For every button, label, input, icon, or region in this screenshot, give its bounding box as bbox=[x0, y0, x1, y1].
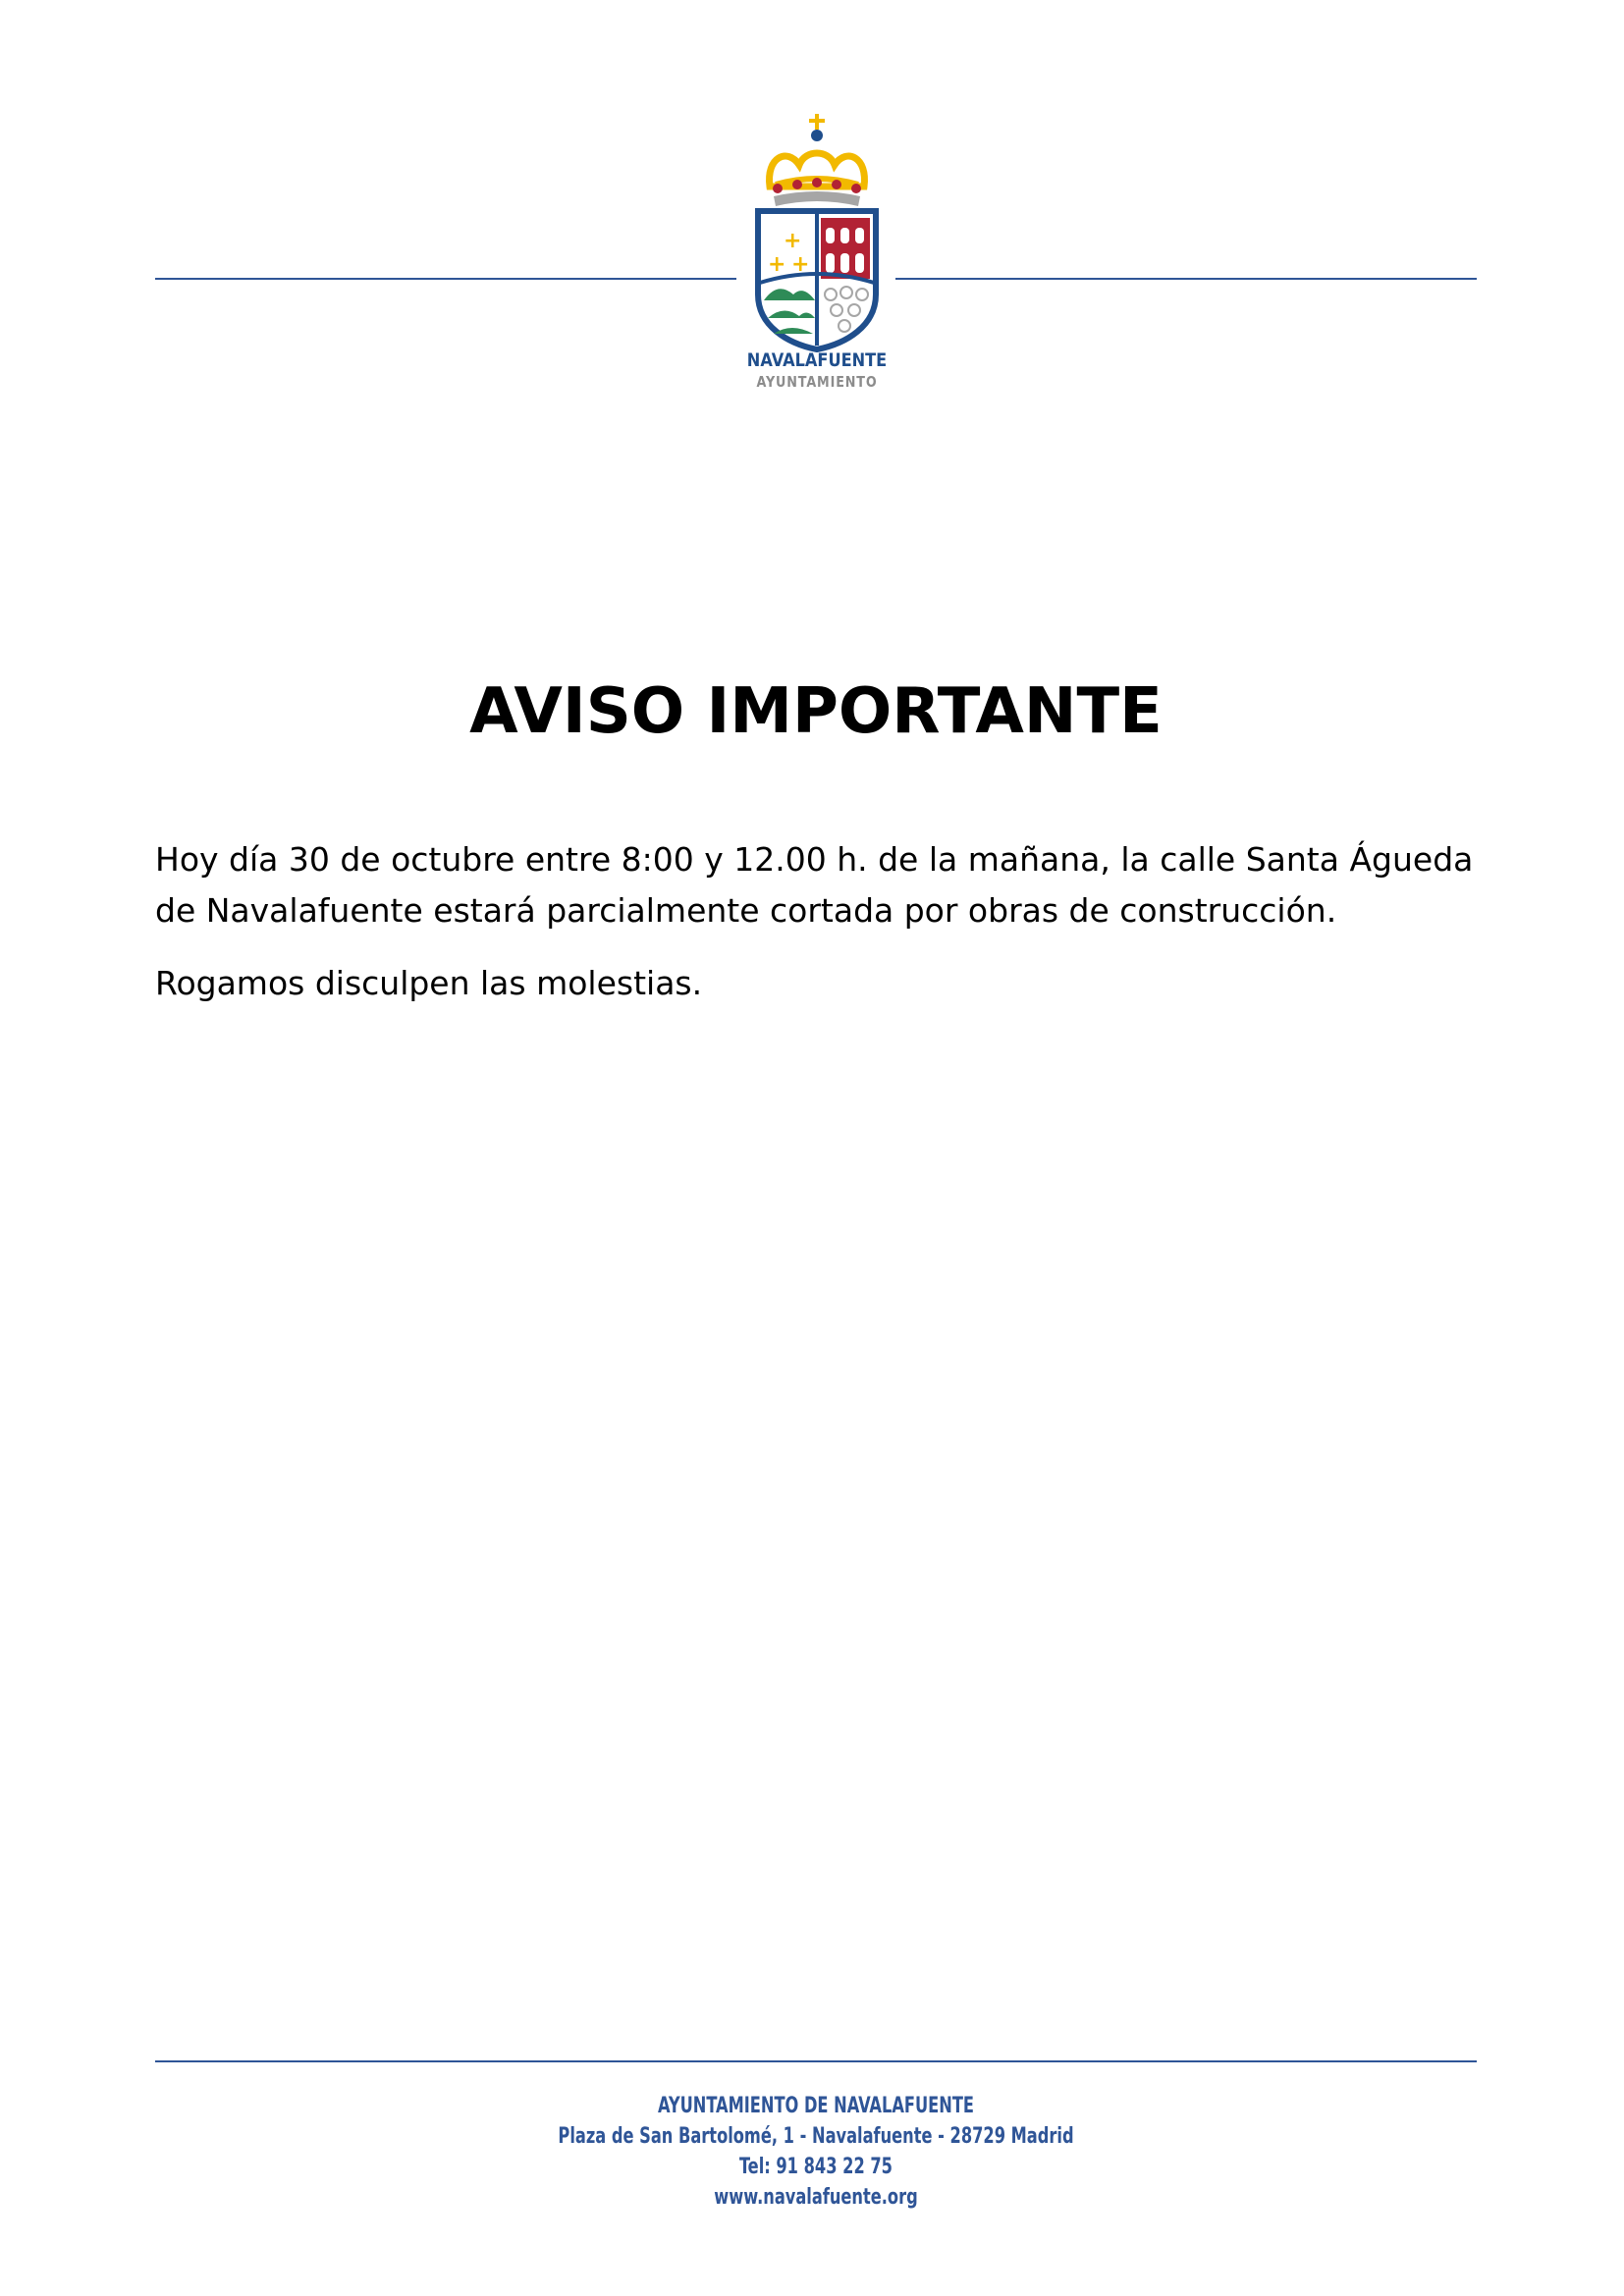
footer-website-link[interactable]: www.navalafuente.org bbox=[714, 2185, 918, 2210]
header-divider-right bbox=[895, 278, 1477, 280]
svg-text:+: + bbox=[791, 252, 810, 277]
footer bbox=[155, 2091, 1477, 2213]
footer-phone: Tel: 91 843 22 75 bbox=[739, 2155, 893, 2179]
page-title: AVISO IMPORTANTE bbox=[469, 675, 1163, 748]
brand-subtitle: AYUNTAMIENTO bbox=[756, 373, 878, 391]
brand-name: NAVALAFUENTE bbox=[746, 349, 888, 371]
footer-divider bbox=[155, 2060, 1477, 2062]
svg-text:+: + bbox=[768, 252, 786, 277]
svg-text:+: + bbox=[784, 229, 802, 253]
footer-address: Plaza de San Bartolomé, 1 - Navalafuente - 28729 Madrid bbox=[558, 2124, 1074, 2149]
closing-paragraph: Rogamos disculpen las molestias. bbox=[155, 964, 703, 1002]
notice-paragraph: Hoy día 30 de octubre entre 8:00 y 12.00 h. de la mañana, la calle Santa Águeda de Navalafuente estará parcialmente cortada por obras de construcción. bbox=[155, 840, 1474, 930]
header-divider-left bbox=[155, 278, 736, 280]
footer-org: AYUNTAMIENTO DE NAVALAFUENTE bbox=[657, 2094, 974, 2118]
coat-of-arms-logo bbox=[748, 108, 886, 353]
